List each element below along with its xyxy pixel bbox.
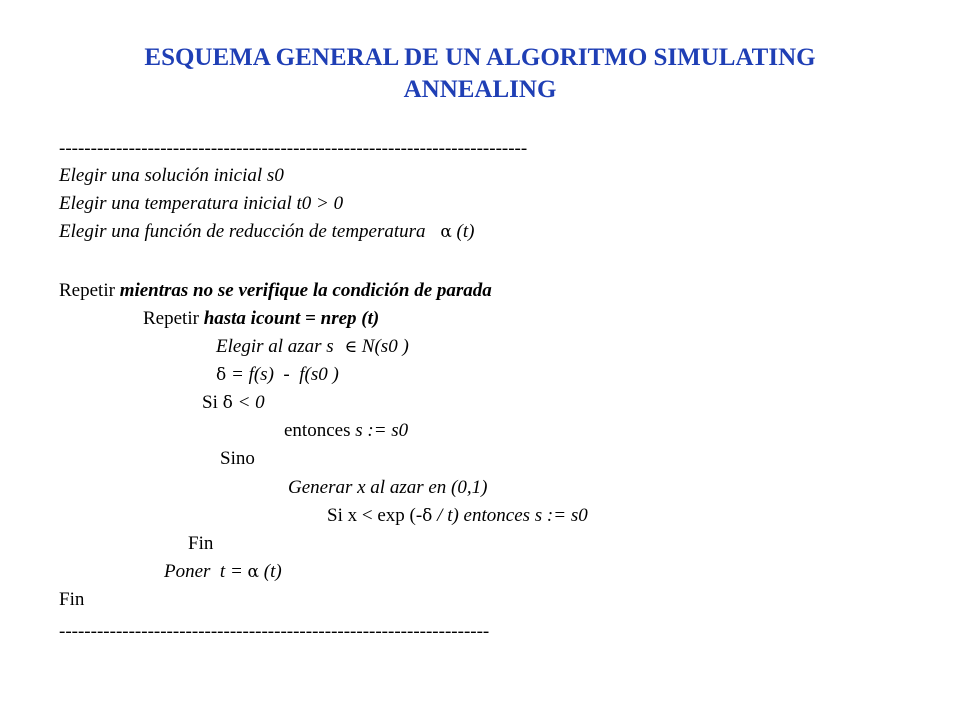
outer-repeat-line — [59, 279, 492, 303]
init-reduction-arg: (t) — [456, 221, 475, 242]
if-delta-line — [202, 391, 265, 415]
page-title-line-1: ESQUEMA GENERAL DE UN ALGORITMO SIMULATING — [144, 44, 816, 71]
set-temperature-text: Poner t = — [164, 561, 243, 582]
generate-random-line: Generar x al azar en (0,1) — [288, 477, 488, 498]
alpha-symbol: α — [440, 222, 452, 242]
if2-condition-start: x < exp (- — [347, 505, 423, 526]
set-temperature-arg: (t) — [263, 561, 282, 582]
if-condition: < 0 — [237, 392, 265, 413]
inner-repeat-line — [143, 307, 379, 331]
if2-condition-end: / t) entonces s := s0 — [437, 505, 588, 526]
outer-repeat-keyword: Repetir — [59, 280, 115, 301]
delta-symbol: δ — [216, 365, 227, 385]
then-line — [284, 419, 408, 443]
inner-repeat-condition: hasta icount = nrep (t) — [203, 308, 380, 329]
choose-random-text: Elegir al azar s — [216, 336, 334, 357]
init-reduction-text: Elegir una función de reducción de temperatura — [59, 221, 426, 242]
alpha-symbol: α — [247, 562, 260, 582]
inner-repeat-keyword: Repetir — [143, 308, 199, 329]
if-keyword: Si — [202, 392, 218, 413]
choose-random-line — [216, 335, 409, 359]
if-exp-line — [327, 504, 588, 528]
delta-symbol: δ — [222, 393, 233, 413]
page-title-line-2: ANNEALING — [403, 76, 557, 103]
init-reduction-line — [59, 220, 474, 244]
outer-repeat-condition: mientras no se verifique la condición de parada — [119, 280, 492, 301]
separator-top: -------------------------------------------------------------------------- — [59, 138, 528, 159]
init-solution-line: Elegir una solución inicial s0 — [59, 165, 284, 186]
separator-bottom: -------------------------------------------------------------------- — [59, 621, 490, 642]
then-keyword: entonces — [284, 420, 351, 441]
init-temperature-line: Elegir una temperatura inicial t0 > 0 — [59, 193, 344, 214]
set-temperature-line — [164, 560, 282, 584]
delta-expression: = f(s) - f(s0 ) — [231, 364, 339, 385]
if2-keyword: Si — [327, 505, 343, 526]
delta-symbol: δ — [422, 506, 433, 526]
element-of-symbol: ∈ — [344, 337, 358, 357]
else-line: Sino — [220, 448, 255, 469]
fin-outer-line: Fin — [59, 589, 85, 610]
delta-definition-line — [216, 363, 339, 387]
fin-inner-line: Fin — [188, 533, 214, 554]
neighborhood-expression: N(s0 ) — [361, 336, 409, 357]
then-statement: s := s0 — [355, 420, 409, 441]
